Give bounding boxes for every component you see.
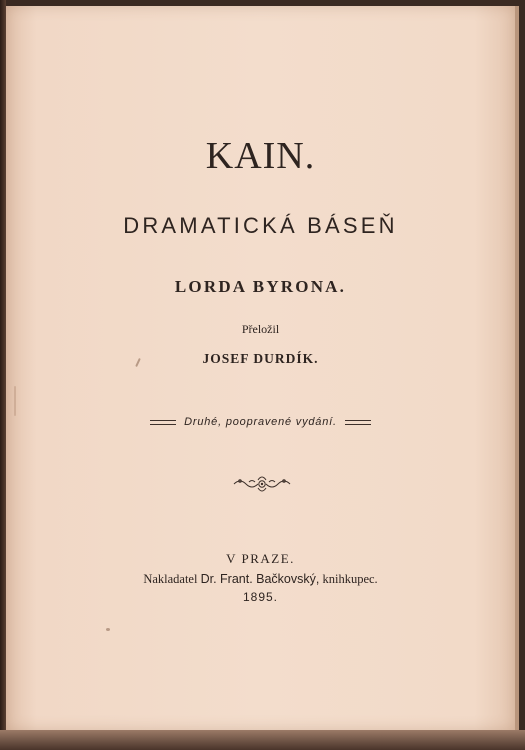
publisher-line (6, 572, 515, 587)
publication-place: V PRAZE. (226, 551, 295, 566)
book-title: KAIN. (205, 135, 316, 177)
publisher-prefix: Nakladatel (143, 572, 198, 586)
publisher-suffix: knihkupec. (322, 572, 378, 586)
book-bottom-edge (0, 730, 525, 750)
edition-rule-right (345, 420, 371, 425)
paper-speck (106, 628, 110, 631)
edition-text: Druhé, poopravené vydání. (184, 416, 337, 428)
publisher-name: Dr. Frant. Bačkovský, (200, 572, 320, 586)
title-page (6, 6, 519, 730)
publication-year: 1895. (242, 590, 279, 604)
book-subtitle: DRAMATICKÁ BÁSEŇ (123, 213, 398, 238)
translated-by-label: Přeložil (241, 322, 280, 336)
translator-name: JOSEF DURDÍK. (202, 351, 319, 366)
edition-rule-left (150, 420, 176, 425)
edition-note (6, 416, 515, 428)
book-author: LORDA BYRONA. (174, 277, 347, 296)
printers-flourish-icon (232, 472, 292, 496)
paper-crease (14, 386, 16, 416)
